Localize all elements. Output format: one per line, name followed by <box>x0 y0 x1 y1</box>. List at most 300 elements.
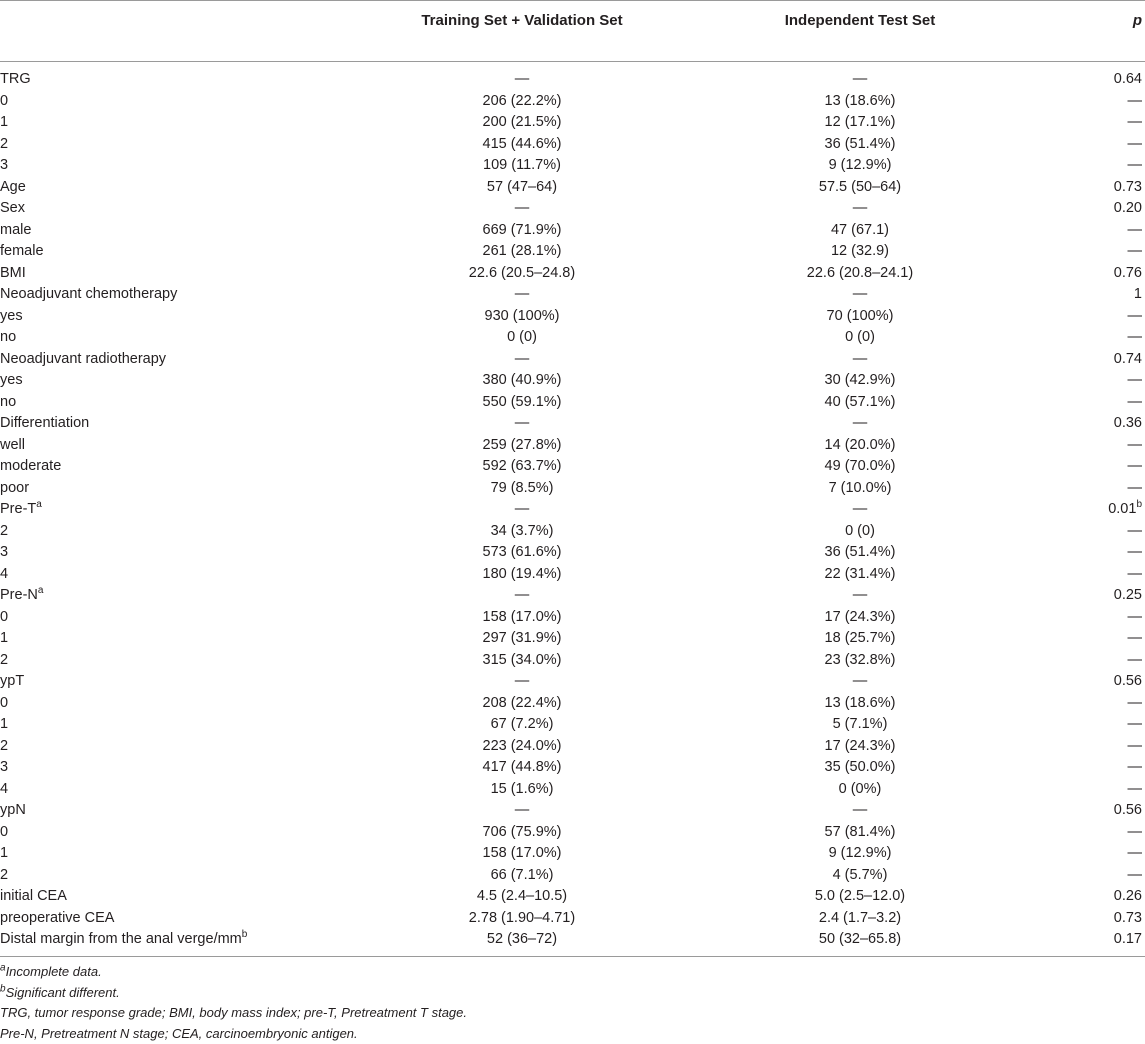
cell-independent-test: — <box>660 800 1060 822</box>
row-label-text: 2 <box>0 867 8 883</box>
row-label-text: ypT <box>0 673 24 689</box>
row-label <box>0 779 8 801</box>
cell-independent-test: 40 (57.1%) <box>660 392 1060 414</box>
p-value-text: — <box>1128 458 1143 474</box>
cell-p-value <box>1128 456 1143 478</box>
row-label <box>0 155 8 177</box>
table-row <box>0 822 1145 844</box>
cell-p-value <box>1128 650 1143 672</box>
cell-p-value <box>1128 478 1143 500</box>
cell-independent-test: — <box>660 349 1060 371</box>
table-row <box>0 91 1145 113</box>
table-row <box>0 370 1145 392</box>
p-value-text: 0.26 <box>1114 888 1142 904</box>
cell-p-value <box>1128 521 1143 543</box>
cell-p-value <box>1114 349 1142 371</box>
p-value-text: — <box>1128 630 1143 646</box>
cell-training-validation: 261 (28.1%) <box>320 241 724 263</box>
row-label-text: BMI <box>0 265 26 281</box>
cell-training-validation: 57 (47–64) <box>320 177 724 199</box>
cell-independent-test: 2.4 (1.7–3.2) <box>660 908 1060 930</box>
cell-independent-test: 36 (51.4%) <box>660 542 1060 564</box>
table-row <box>0 628 1145 650</box>
cell-p-value <box>1128 220 1143 242</box>
p-value-text: — <box>1128 695 1143 711</box>
table-row <box>0 263 1145 285</box>
cell-p-value <box>1128 736 1143 758</box>
row-label <box>0 435 25 457</box>
footnote-marker: b <box>1136 499 1142 510</box>
row-label-text: 3 <box>0 544 8 560</box>
row-label-text: well <box>0 437 25 453</box>
footnote-marker: b <box>242 929 248 940</box>
header-p-value: p <box>1110 10 1142 31</box>
footnote-marker: a <box>36 499 42 510</box>
cell-training-validation: 417 (44.8%) <box>320 757 724 779</box>
cell-p-value <box>1128 91 1143 113</box>
table-row <box>0 843 1145 865</box>
row-label <box>0 585 43 607</box>
cell-independent-test: — <box>660 585 1060 607</box>
cell-training-validation: 380 (40.9%) <box>320 370 724 392</box>
p-value-text: — <box>1128 759 1143 775</box>
cell-independent-test: — <box>660 413 1060 435</box>
row-label <box>0 198 25 220</box>
footnote <box>0 1003 1145 1024</box>
table-row <box>0 220 1145 242</box>
row-label-text: no <box>0 329 16 345</box>
footnote-text: Significant different. <box>6 985 120 1000</box>
row-label-text: ypN <box>0 802 26 818</box>
cell-independent-test: — <box>660 499 1060 521</box>
cell-independent-test: 4 (5.7%) <box>660 865 1060 887</box>
cell-training-validation: 573 (61.6%) <box>320 542 724 564</box>
cell-training-validation: 22.6 (20.5–24.8) <box>320 263 724 285</box>
cell-independent-test: 5.0 (2.5–12.0) <box>660 886 1060 908</box>
cell-training-validation: 158 (17.0%) <box>320 843 724 865</box>
row-label <box>0 757 8 779</box>
cell-independent-test: — <box>660 69 1060 91</box>
p-value-text: 0.64 <box>1114 71 1142 87</box>
row-label-text: 1 <box>0 630 8 646</box>
row-label-text: 4 <box>0 566 8 582</box>
cell-training-validation: — <box>320 198 724 220</box>
p-value-text: 1 <box>1134 286 1142 302</box>
row-label <box>0 843 8 865</box>
row-label <box>0 284 177 306</box>
cell-training-validation: — <box>320 800 724 822</box>
p-value-text: 0.17 <box>1114 931 1142 947</box>
row-label-text: Age <box>0 179 26 195</box>
p-value-text: — <box>1128 716 1143 732</box>
row-label-text: no <box>0 394 16 410</box>
cell-training-validation: 52 (36–72) <box>320 929 724 951</box>
row-label <box>0 306 23 328</box>
cell-independent-test: 7 (10.0%) <box>660 478 1060 500</box>
p-value-text: — <box>1128 329 1143 345</box>
cell-independent-test: 30 (42.9%) <box>660 370 1060 392</box>
row-label-text: 1 <box>0 716 8 732</box>
cell-training-validation: 0 (0) <box>320 327 724 349</box>
cell-independent-test: 35 (50.0%) <box>660 757 1060 779</box>
row-label-text: yes <box>0 372 23 388</box>
row-label <box>0 241 44 263</box>
cell-p-value <box>1128 628 1143 650</box>
row-label <box>0 908 114 930</box>
cell-p-value <box>1114 886 1142 908</box>
row-label <box>0 564 8 586</box>
header-independent-test: Independent Test Set <box>740 10 980 31</box>
cell-p-value <box>1128 693 1143 715</box>
cell-training-validation: 180 (19.4%) <box>320 564 724 586</box>
cell-p-value <box>1114 177 1142 199</box>
p-value-text: — <box>1128 114 1143 130</box>
row-label <box>0 628 8 650</box>
row-label-text: 0 <box>0 824 8 840</box>
cell-independent-test: — <box>660 284 1060 306</box>
row-label <box>0 800 26 822</box>
table-row <box>0 886 1145 908</box>
row-label-text: 4 <box>0 781 8 797</box>
table-row <box>0 456 1145 478</box>
p-value-text: — <box>1128 437 1143 453</box>
cell-independent-test: 14 (20.0%) <box>660 435 1060 457</box>
cell-training-validation: 297 (31.9%) <box>320 628 724 650</box>
table-row <box>0 241 1145 263</box>
cell-p-value <box>1114 929 1142 951</box>
cell-training-validation: 669 (71.9%) <box>320 220 724 242</box>
row-label <box>0 650 8 672</box>
cell-independent-test: 22.6 (20.8–24.1) <box>660 263 1060 285</box>
p-value-text: — <box>1128 845 1143 861</box>
cell-independent-test: 0 (0%) <box>660 779 1060 801</box>
cell-p-value <box>1128 564 1143 586</box>
table-row <box>0 499 1145 521</box>
p-value-text: — <box>1128 243 1143 259</box>
table-row <box>0 607 1145 629</box>
cell-training-validation: 315 (34.0%) <box>320 650 724 672</box>
table-row <box>0 929 1145 951</box>
row-label-text: 1 <box>0 845 8 861</box>
row-label-text: Pre-T <box>0 501 36 517</box>
row-label <box>0 69 31 91</box>
row-label-text: 3 <box>0 157 8 173</box>
cell-p-value <box>1114 69 1142 91</box>
cell-independent-test: 36 (51.4%) <box>660 134 1060 156</box>
cell-p-value <box>1128 607 1143 629</box>
cell-training-validation: 4.5 (2.4–10.5) <box>320 886 724 908</box>
p-value-text: — <box>1128 136 1143 152</box>
cell-independent-test: 9 (12.9%) <box>660 843 1060 865</box>
cell-training-validation: 15 (1.6%) <box>320 779 724 801</box>
table-row <box>0 134 1145 156</box>
cell-p-value <box>1114 671 1142 693</box>
cell-p-value <box>1128 327 1143 349</box>
footnote-marker: b <box>0 983 6 994</box>
cell-training-validation: 200 (21.5%) <box>320 112 724 134</box>
table-bottom-rule <box>0 956 1145 957</box>
row-label <box>0 478 29 500</box>
cell-p-value <box>1128 392 1143 414</box>
row-label-text: Neoadjuvant chemotherapy <box>0 286 177 302</box>
cell-training-validation: 706 (75.9%) <box>320 822 724 844</box>
cell-p-value <box>1128 757 1143 779</box>
cell-p-value <box>1128 112 1143 134</box>
row-label <box>0 607 8 629</box>
row-label-text: 0 <box>0 695 8 711</box>
table-header <box>0 0 1145 62</box>
row-label-text: 3 <box>0 759 8 775</box>
row-label-text: 2 <box>0 652 8 668</box>
p-value-text: — <box>1128 308 1143 324</box>
row-label <box>0 456 61 478</box>
row-label <box>0 413 89 435</box>
cell-independent-test: 0 (0) <box>660 521 1060 543</box>
cell-training-validation: 592 (63.7%) <box>320 456 724 478</box>
table-row <box>0 542 1145 564</box>
cell-training-validation: 2.78 (1.90–4.71) <box>320 908 724 930</box>
table-footnotes <box>0 962 1145 1044</box>
row-label-text: moderate <box>0 458 61 474</box>
table-row <box>0 585 1145 607</box>
table-row <box>0 650 1145 672</box>
cell-independent-test: 13 (18.6%) <box>660 693 1060 715</box>
p-value-text: — <box>1128 609 1143 625</box>
cell-p-value <box>1114 263 1142 285</box>
cell-independent-test: 70 (100%) <box>660 306 1060 328</box>
row-label <box>0 499 42 521</box>
table-row <box>0 435 1145 457</box>
table-row <box>0 779 1145 801</box>
cell-independent-test: — <box>660 198 1060 220</box>
row-label-text: female <box>0 243 44 259</box>
row-label-text: 2 <box>0 523 8 539</box>
cell-training-validation: — <box>320 585 724 607</box>
cell-independent-test: 0 (0) <box>660 327 1060 349</box>
cell-p-value <box>1114 908 1142 930</box>
cell-p-value <box>1114 800 1142 822</box>
cell-p-value <box>1128 241 1143 263</box>
cell-p-value <box>1128 714 1143 736</box>
table-row <box>0 736 1145 758</box>
row-label-text: 2 <box>0 136 8 152</box>
row-label-text: 0 <box>0 93 8 109</box>
footnote <box>0 983 1145 1004</box>
cell-training-validation: 79 (8.5%) <box>320 478 724 500</box>
footnote <box>0 962 1145 983</box>
row-label-text: poor <box>0 480 29 496</box>
cell-independent-test: 50 (32–65.8) <box>660 929 1060 951</box>
row-label <box>0 736 8 758</box>
cell-p-value <box>1128 542 1143 564</box>
cell-independent-test: 57.5 (50–64) <box>660 177 1060 199</box>
cell-training-validation: 223 (24.0%) <box>320 736 724 758</box>
row-label-text: male <box>0 222 31 238</box>
cell-training-validation: 158 (17.0%) <box>320 607 724 629</box>
row-label-text: preoperative CEA <box>0 910 114 926</box>
table-row <box>0 112 1145 134</box>
p-value-text: — <box>1128 824 1143 840</box>
cell-training-validation: 34 (3.7%) <box>320 521 724 543</box>
p-value-text: 0.01 <box>1108 501 1136 517</box>
row-label <box>0 822 8 844</box>
p-value-text: 0.73 <box>1114 179 1142 195</box>
p-value-text: — <box>1128 93 1143 109</box>
row-label <box>0 349 166 371</box>
p-value-text: — <box>1128 157 1143 173</box>
cell-training-validation: 109 (11.7%) <box>320 155 724 177</box>
cell-independent-test: 17 (24.3%) <box>660 736 1060 758</box>
p-value-text: — <box>1128 738 1143 754</box>
p-value-text: 0.25 <box>1114 587 1142 603</box>
row-label <box>0 521 8 543</box>
table-row <box>0 800 1145 822</box>
row-label <box>0 714 8 736</box>
header-training-validation: Training Set + Validation Set <box>414 10 630 31</box>
footnote-text: TRG, tumor response grade; BMI, body mass index; pre-T, Pretreatment T stage. <box>0 1005 467 1020</box>
cell-training-validation: 930 (100%) <box>320 306 724 328</box>
table-row <box>0 908 1145 930</box>
cell-training-validation: — <box>320 499 724 521</box>
cell-training-validation: 550 (59.1%) <box>320 392 724 414</box>
row-label <box>0 693 8 715</box>
p-value-text: 0.36 <box>1114 415 1142 431</box>
cell-training-validation: — <box>320 671 724 693</box>
p-value-text: — <box>1128 781 1143 797</box>
table-row <box>0 693 1145 715</box>
table-row <box>0 757 1145 779</box>
row-label-text: 0 <box>0 609 8 625</box>
row-label-text: Sex <box>0 200 25 216</box>
row-label-text: TRG <box>0 71 31 87</box>
row-label <box>0 112 8 134</box>
cell-p-value <box>1108 499 1142 521</box>
row-label <box>0 886 67 908</box>
cell-p-value <box>1128 155 1143 177</box>
table-row <box>0 413 1145 435</box>
cell-training-validation: — <box>320 284 724 306</box>
row-label <box>0 327 16 349</box>
p-value-text: 0.74 <box>1114 351 1142 367</box>
row-label-text: yes <box>0 308 23 324</box>
cell-independent-test: 47 (67.1) <box>660 220 1060 242</box>
cell-independent-test: — <box>660 671 1060 693</box>
table-row <box>0 198 1145 220</box>
cell-independent-test: 5 (7.1%) <box>660 714 1060 736</box>
p-value-text: — <box>1128 222 1143 238</box>
cell-p-value <box>1128 134 1143 156</box>
cell-independent-test: 12 (32.9) <box>660 241 1060 263</box>
cell-independent-test: 23 (32.8%) <box>660 650 1060 672</box>
p-value-text: — <box>1128 867 1143 883</box>
p-value-text: — <box>1128 480 1143 496</box>
cell-p-value <box>1134 284 1142 306</box>
table-row <box>0 564 1145 586</box>
table-body <box>0 62 1145 951</box>
row-label <box>0 177 26 199</box>
row-label-text: 1 <box>0 114 8 130</box>
cell-independent-test: 49 (70.0%) <box>660 456 1060 478</box>
cell-independent-test: 13 (18.6%) <box>660 91 1060 113</box>
table-row <box>0 671 1145 693</box>
cell-p-value <box>1128 865 1143 887</box>
row-label <box>0 671 24 693</box>
cell-training-validation: 67 (7.2%) <box>320 714 724 736</box>
table-row <box>0 865 1145 887</box>
p-value-text: — <box>1128 544 1143 560</box>
row-label <box>0 220 31 242</box>
row-label-text: Distal margin from the anal verge/mm <box>0 931 242 947</box>
p-value-text: 0.20 <box>1114 200 1142 216</box>
cell-p-value <box>1114 585 1142 607</box>
table-row <box>0 69 1145 91</box>
cell-p-value <box>1128 843 1143 865</box>
p-value-text: — <box>1128 566 1143 582</box>
row-label <box>0 392 16 414</box>
footnote-marker: a <box>38 585 44 596</box>
table-row <box>0 478 1145 500</box>
p-value-text: 0.56 <box>1114 673 1142 689</box>
cell-independent-test: 57 (81.4%) <box>660 822 1060 844</box>
table-row <box>0 392 1145 414</box>
row-label <box>0 929 247 951</box>
p-value-text: 0.76 <box>1114 265 1142 281</box>
table-row <box>0 155 1145 177</box>
row-label-text: 2 <box>0 738 8 754</box>
row-label <box>0 865 8 887</box>
footnote <box>0 1024 1145 1044</box>
cell-p-value <box>1128 306 1143 328</box>
cell-training-validation: — <box>320 69 724 91</box>
cell-p-value <box>1128 779 1143 801</box>
row-label <box>0 91 8 113</box>
cell-independent-test: 9 (12.9%) <box>660 155 1060 177</box>
cell-training-validation: 259 (27.8%) <box>320 435 724 457</box>
row-label <box>0 542 8 564</box>
table-row <box>0 714 1145 736</box>
row-label-text: initial CEA <box>0 888 67 904</box>
table-row <box>0 284 1145 306</box>
table-row <box>0 306 1145 328</box>
p-value-text: — <box>1128 394 1143 410</box>
cell-training-validation: 206 (22.2%) <box>320 91 724 113</box>
table-row <box>0 349 1145 371</box>
row-label <box>0 263 26 285</box>
cell-p-value <box>1128 822 1143 844</box>
p-value-text: — <box>1128 523 1143 539</box>
cell-training-validation: 415 (44.6%) <box>320 134 724 156</box>
cell-training-validation: — <box>320 413 724 435</box>
cell-training-validation: 66 (7.1%) <box>320 865 724 887</box>
table-row <box>0 177 1145 199</box>
table-row <box>0 521 1145 543</box>
cell-independent-test: 12 (17.1%) <box>660 112 1060 134</box>
cell-p-value <box>1114 413 1142 435</box>
row-label-text: Neoadjuvant radiotherapy <box>0 351 166 367</box>
p-value-text: 0.56 <box>1114 802 1142 818</box>
row-label <box>0 134 8 156</box>
cell-training-validation: — <box>320 349 724 371</box>
cell-p-value <box>1114 198 1142 220</box>
cell-p-value <box>1128 370 1143 392</box>
cell-training-validation: 208 (22.4%) <box>320 693 724 715</box>
cell-p-value <box>1128 435 1143 457</box>
row-label-text: Differentiation <box>0 415 89 431</box>
table-row <box>0 327 1145 349</box>
footnote-text: Pre-N, Pretreatment N stage; CEA, carcinoembryonic antigen. <box>0 1026 358 1041</box>
footnote-marker: a <box>0 963 6 974</box>
p-value-text: 0.73 <box>1114 910 1142 926</box>
